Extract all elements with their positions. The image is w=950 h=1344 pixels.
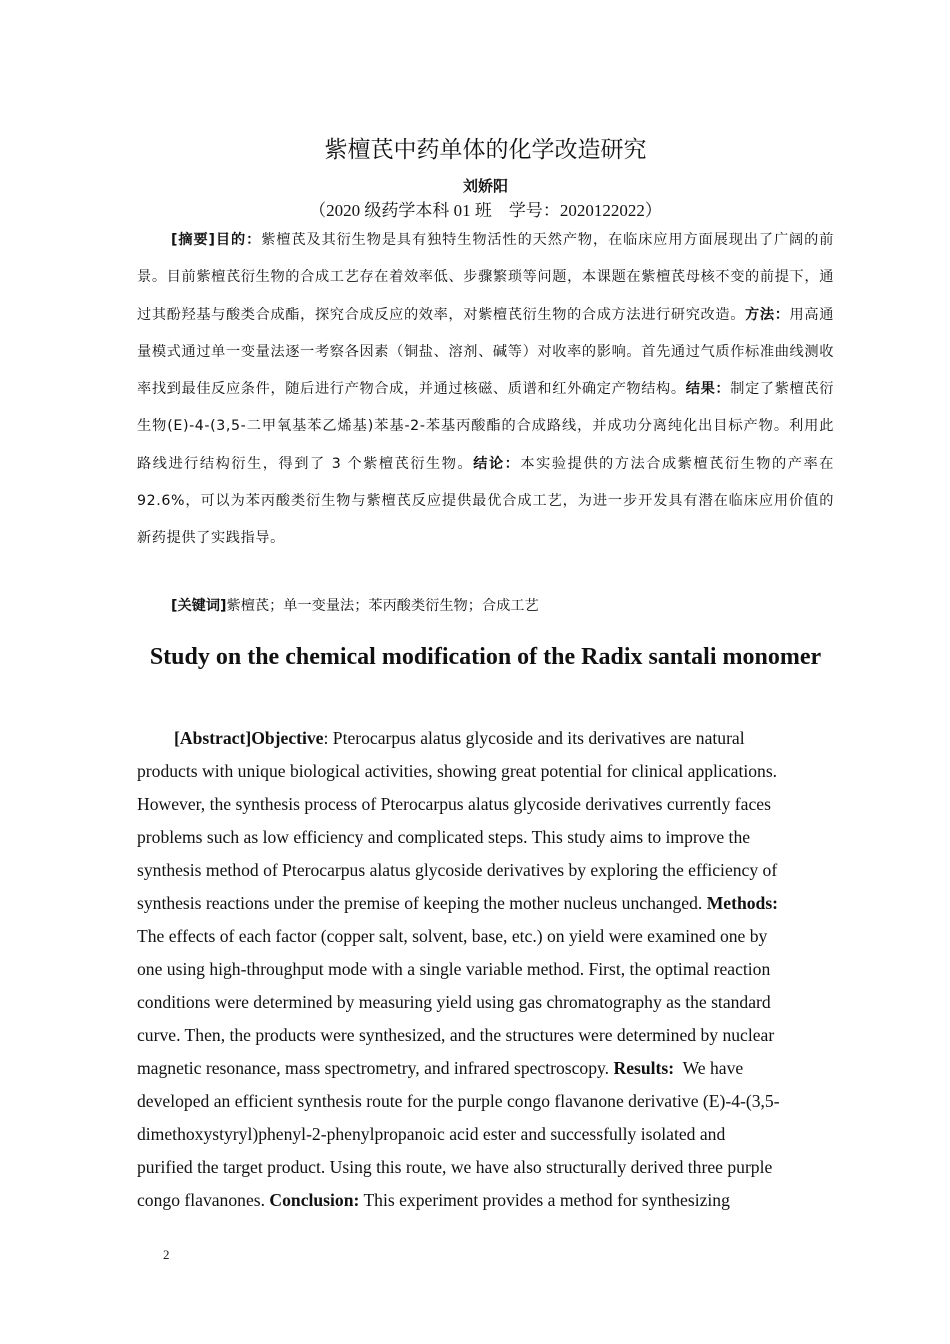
abstract-en-line: synthesis method of Pterocarpus alatus glycoside derivatives by exploring the efficiency of — [137, 860, 778, 880]
results-text-cn: 制定了紫檀芪衍生物(E)-4-(3,5-二甲氧基苯乙烯基)苯基-2-苯基丙酸酯的合成路线，并成功分离纯化出目标产物。利用此路线进行结构衍生，得到了 3 个紫檀芪衍生物。 — [137, 381, 835, 472]
abstract-en-line: purified the target product. Using this route, we have also structurally derived three purple — [137, 1157, 773, 1177]
abstract-en-line: conditions were determined by measuring yield using gas chromatography as the standard — [137, 992, 771, 1012]
abstract-en-line — [137, 722, 836, 755]
conclusion-text-cn: 本实验提供的方法合成紫檀芪衍生物的产率在 92.6%，可以为苯丙酸类衍生物与紫檀芪反应提供最优合成工艺，为进一步开发具有潜在临床应用价值的新药提供了实践指导。 — [137, 455, 834, 547]
english-title: Study on the chemical modification of the Radix santali monomer — [149, 644, 822, 670]
abstract-en-line: dimethoxystyryl)phenyl-2-phenylpropanoic acid ester and successfully isolated and — [137, 1124, 726, 1144]
objective-label-en: Objective — [251, 728, 324, 748]
abstract-en-line: developed an efficient synthesis route for the purple congo flavanone derivative (E)-4-(3,5- — [137, 1091, 780, 1111]
abstract-en-line: The effects of each factor (copper salt, solvent, base, etc.) on yield were examined one by — [137, 926, 768, 946]
keywords-label-cn: [关键词] — [171, 598, 227, 614]
methods-label-cn: 方法： — [745, 306, 790, 323]
conclusion-label-en: Conclusion: — [269, 1190, 360, 1210]
keywords-text-cn: 紫檀芪；单一变量法；苯丙酸类衍生物；合成工艺 — [226, 598, 539, 614]
author-affiliation: （2020 级药学本科 01 班 学号：2020122022） — [309, 201, 662, 220]
english-abstract — [137, 722, 836, 1217]
abstract-en-line — [137, 1184, 836, 1217]
chinese-title: 紫檀芪中药单体的化学改造研究 — [324, 137, 647, 163]
abstract-en-text: magnetic resonance, mass spectrometry, and infrared spectroscopy. — [137, 1058, 614, 1078]
results-label-en: Results: — [613, 1058, 675, 1078]
chinese-keywords — [137, 593, 834, 619]
abstract-en-line — [137, 1052, 836, 1085]
abstract-en-text: synthesis reactions under the premise of keeping the mother nucleus unchanged. — [137, 893, 707, 913]
abstract-label-en: [Abstract] — [174, 728, 252, 748]
abstract-en-text: congo flavanones. — [137, 1190, 270, 1210]
abstract-en-line: one using high-throughput mode with a single variable method. First, the optimal reaction — [137, 959, 771, 979]
conclusion-label-cn: 结论： — [473, 455, 521, 472]
abstract-en-line: curve. Then, the products were synthesized, and the structures were determined by nuclear — [137, 1025, 775, 1045]
abstract-en-text: : Pterocarpus alatus glycoside and its derivatives are natural — [323, 728, 745, 748]
abstract-en-text: This experiment provides a method for synthesizing — [359, 1190, 730, 1210]
abstract-label-cn: [摘要] — [171, 232, 216, 248]
abstract-en-line: products with unique biological activities, showing great potential for clinical applications. — [137, 761, 778, 781]
methods-label-en: Methods: — [706, 893, 779, 913]
abstract-en-line — [137, 887, 836, 920]
objective-label-cn: 目的： — [215, 232, 262, 248]
page-number: 2 — [163, 1247, 170, 1262]
chinese-abstract — [137, 222, 834, 558]
abstract-en-text: We have — [674, 1058, 744, 1078]
abstract-en-line: problems such as low efficiency and complicated steps. This study aims to improve the — [137, 827, 751, 847]
methods-text-cn: 用高通量模式通过单一变量法逐一考察各因素（铜盐、溶剂、碱等）对收率的影响。首先通过气质作标准曲线测收率找到最佳反应条件，随后进行产物合成，并通过核磁、质谱和红外确定产物结构。 — [137, 306, 834, 398]
abstract-en-line: However, the synthesis process of Pterocarpus alatus glycoside derivatives currently faces — [137, 794, 771, 814]
objective-text-cn: 紫檀芪及其衍生物是具有独特生物活性的天然产物，在临床应用方面展现出了广阔的前景。目前紫檀芪衍生物的合成工艺存在着效率低、步骤繁琐等问题，本课题在紫檀芪母核不变的前提下，通过其酚羟基与酸类合成酯，探究合成反应的效率，对紫檀芪衍生物的合成方法进行研究改造。 — [137, 232, 834, 323]
results-label-cn: 结果： — [685, 381, 731, 398]
author-name: 刘娇阳 — [462, 177, 508, 195]
